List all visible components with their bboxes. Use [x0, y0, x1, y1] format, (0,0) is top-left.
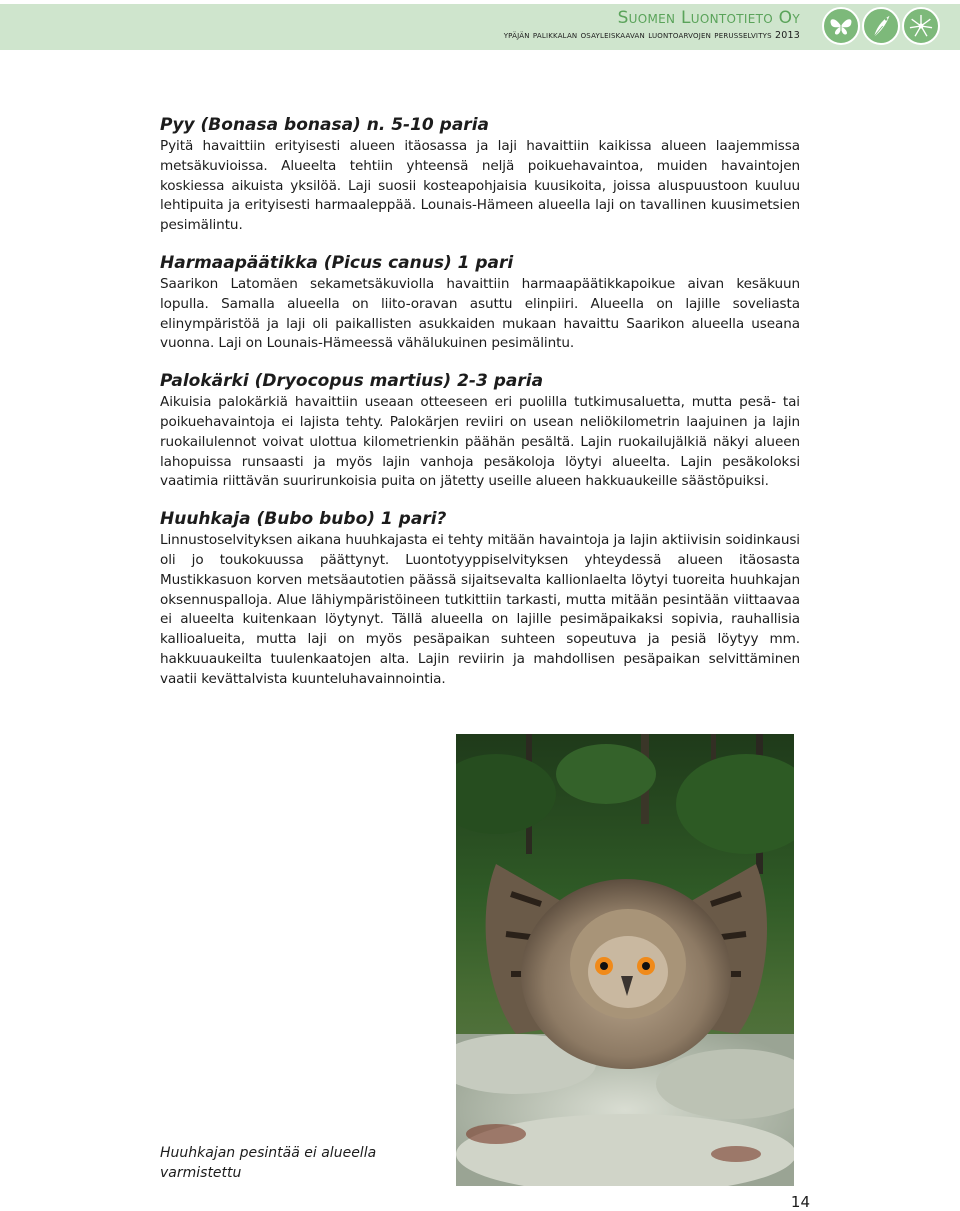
species-section-palokarki: [160, 370, 800, 492]
report-subtitle: ypäjän palikkalan osayleiskaavan luontoarvojen perusselvitys 2013: [503, 30, 800, 41]
species-section-huuhkaja: [160, 508, 800, 689]
section-heading: Harmaapäätikka (Picus canus) 1 pari: [160, 252, 514, 273]
section-paragraph: Saarikon Latomäen sekametsäkuviolla havaittiin harmaapäätikkapoikue aivan kesäkuun lopulla. Samalla alueella on liito-oravan asuttu elinpiiri. Alueella on lajille soveliasta elinympäristöä ja laji oli paikallisten asukkaiden mukaan havaittu Saarikon alueella useana vuonna. Laji on Lounais-Hämeessä vähälukuinen pesimälintu.: [160, 275, 800, 352]
plant-logo-icon: [902, 7, 940, 45]
section-heading: Pyy (Bonasa bonasa) n. 5-10 paria: [160, 115, 489, 135]
section-heading: Palokärki (Dryocopus martius) 2-3 paria: [160, 371, 544, 392]
page-number: 14: [790, 1193, 810, 1211]
owl-chick-photo: [456, 734, 794, 1186]
butterfly-logo-icon: [822, 7, 860, 45]
species-section-pyy: [160, 114, 800, 236]
species-section-harmaapaatikka: [160, 252, 800, 354]
section-paragraph: Aikuisia palokärkiä havaittiin useaan otteeseen eri puolilla tutkimusaluetta, mutta pesä- tai poikuehavaintoja ei lajista tehty. Palokärjen reviiri on usean neliökilometrin laajuinen ja lajin ruokailulennot voivat ulottua kilometrienkin päähän pesältä. Lajin ruokailujälkiä näkyi alueen lahopuissa runsaasti ja myös lajin vanhoja pesäkoloja löytyi alueelta. Lajin pesäkoloksi vaatimia riittävän suurirunkoisia puita on jätetty useille alueen hakkuaukeille säästöpuiksi.: [160, 394, 800, 490]
main-content: [160, 114, 800, 706]
company-name: Suomen Luontotieto Oy: [617, 8, 800, 28]
section-paragraph: Pyitä havaittiin erityisesti alueen itäosassa ja laji havaittiin kaikissa alueen laajemmissa metsäkuvioissa. Alueelta tehtiin yhteensä neljä poikuehavaintoa, muiden havaintojen koskiessa aikuista yksilöä. Laji suosii kosteapohjaisia kuusikoita, joissa aluspuustoon kuuluu lehtipuita ja erityisesti harmaaleppää. Lounais-Hämeen alueella laji on tavallinen kuusimetsien pesimälintu.: [160, 138, 800, 234]
bird-feather-logo-icon: [862, 7, 900, 45]
figure-caption: Huuhkajan pesintää ei alueella varmistettu: [160, 1145, 377, 1181]
header-band: [0, 4, 960, 50]
section-heading: Huuhkaja (Bubo bubo) 1 pari?: [160, 509, 447, 530]
section-paragraph: Linnustoselvityksen aikana huuhkajasta ei tehty mitään havaintoja ja lajin aktiivisin soidinkausi oli jo toukokuussa päättynyt. Luontotyyppiselvityksen yhteydessä alueen itäosasta Mustikkasuon korven metsäautotien päässä sijaitsevalta kallionlaelta löytyi tuoreita huuhkajan oksennuspalloja. Alue lähiympäristöineen tutkittiin tarkasti, mutta mitään pesintään viittaavaa ei alueelta kuitenkaan löytynyt. Tällä alueella on lajille pesimäpaikaksi sopivia, rauhallisia kallioalueita, mutta laji on myös pesäpaikan suhteen sopeutuva ja pesiä löytyy mm. hakkuuaukeilta tuulenkaatojen alta. Lajin reviirin ja mahdollisen pesäpaikan selvittäminen vaatii kevättalvista kuunteluhavainnointia.: [160, 532, 800, 687]
